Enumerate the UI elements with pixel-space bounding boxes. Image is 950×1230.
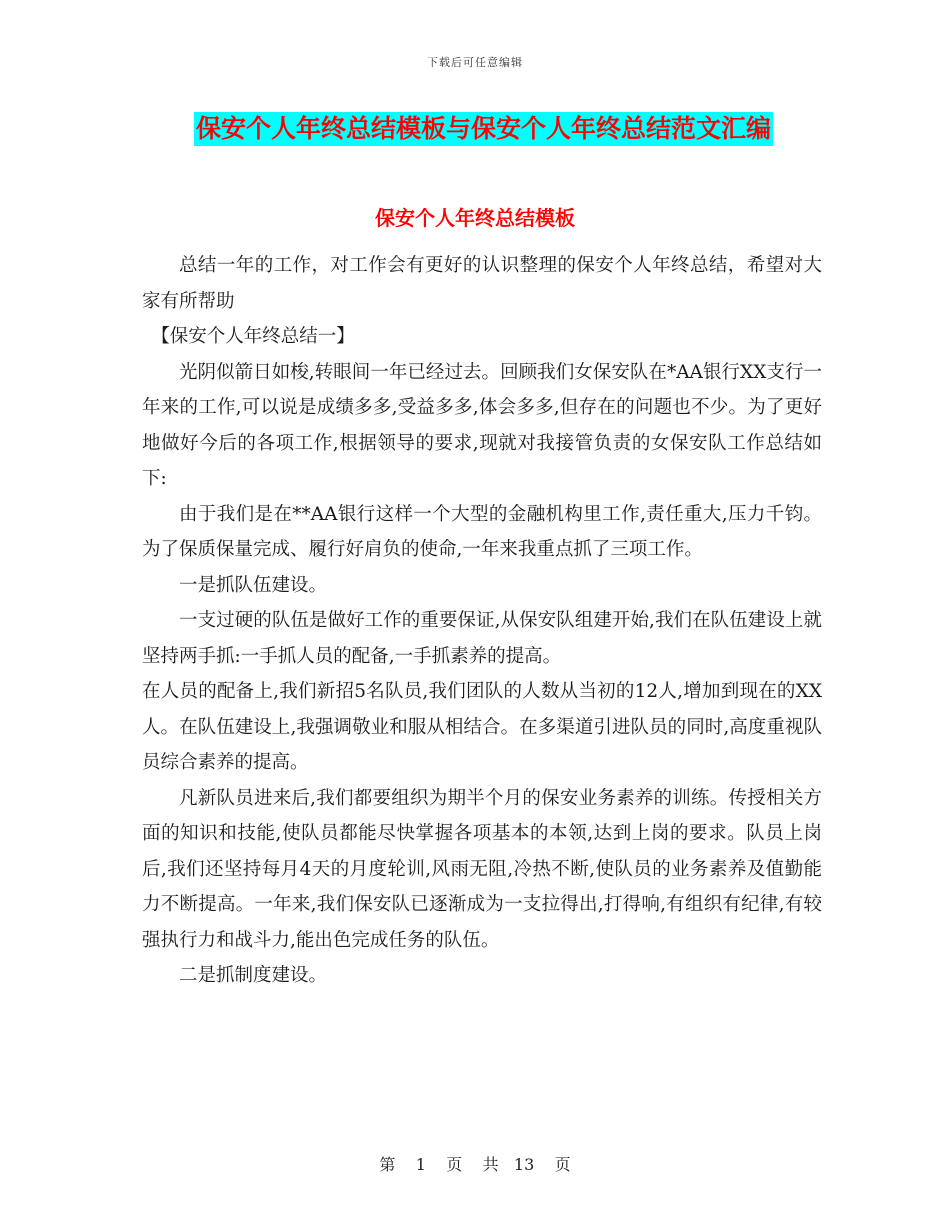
footer-total-word: 共 <box>482 1155 499 1174</box>
paragraph: 凡新队员进来后,我们都要组织为期半个月的保安业务素养的训练。传授相关方面的知识和技能,使队员都能尽快掌握各项基本的本领,达到上岗的要求。队员上岗后,我们还坚持每月4天的月度轮训,风雨无阻,冷热不断,使队员的业务素养及值勤能力不断提高。一年来,我们保安队已逐渐成为一支拉得出,打得响,有组织有纪律,有较强执行力和战斗力,能出色完成任务的队伍。 <box>142 787 822 951</box>
paragraph-heading-system: 二是抓制度建设。 <box>179 965 328 986</box>
paragraph: 由于我们是在**AA银行这样一个大型的金融机构里工作,责任重大,压力千钧。为了保质保量完成、履行好肩负的使命,一年来我重点抓了三项工作。 <box>142 503 822 560</box>
header-note: 下载后可任意编辑 <box>427 56 523 69</box>
document-body <box>142 248 822 994</box>
footer-total-pages: 13 <box>513 1155 535 1174</box>
paragraph: 一支过硬的队伍是做好工作的重要保证,从保安队组建开始,我们在队伍建设上就坚持两手抓:一手抓人员的配备,一手抓素养的提高。 <box>142 610 822 667</box>
footer-suffix: 页 <box>554 1155 571 1174</box>
paragraph-intro: 总结一年的工作，对工作会有更好的认识整理的保安个人年终总结，希望对大家有所帮助 <box>142 255 822 312</box>
paragraph: 光阴似箭日如梭,转眼间一年已经过去。回顾我们女保安队在*AA银行XX支行一年来的工作,可以说是成绩多多,受益多多,体会多多,但存在的问题也不少。为了更好地做好今后的各项工作,根据领导的要求,现就对我接管负责的女保安队工作总结如下: <box>142 361 822 489</box>
document-sub-title: 保安个人年终总结模板 <box>375 206 575 230</box>
footer-current-page: 1 <box>415 1155 426 1174</box>
footer-page-word: 页 <box>446 1155 463 1174</box>
footer-prefix: 第 <box>379 1155 396 1174</box>
document-main-title: 保安个人年终总结模板与保安个人年终总结范文汇编 <box>194 112 773 146</box>
paragraph-section-heading: 【保安个人年终总结一】 <box>151 326 355 347</box>
page-footer <box>0 1152 950 1175</box>
paragraph-heading-team: 一是抓队伍建设。 <box>179 574 328 596</box>
paragraph: 在人员的配备上,我们新招5名队员,我们团队的人数从当初的12人,增加到现在的XX人。在队伍建设上,我强调敬业和服从相结合。在多渠道引进队员的同时,高度重视队员综合素养的提高。 <box>142 681 822 773</box>
